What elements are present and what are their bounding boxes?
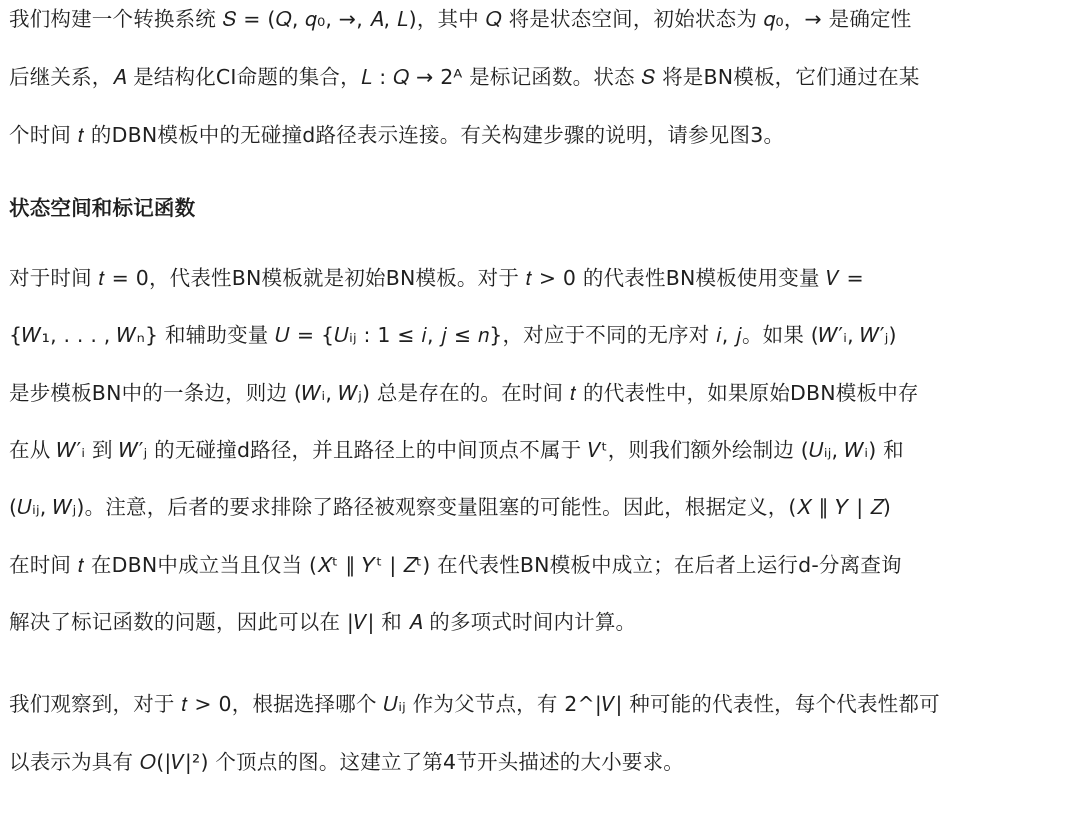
paragraph-2-line-5: (𝑈ᵢⱼ, 𝑊ⱼ)。注意，后者的要求排除了路径被观察变量阻塞的可能性。因此，根据定义，(𝑋 ∥ 𝑌 | 𝑍) bbox=[9, 495, 892, 519]
paragraph-3-line-2: 以表示为具有 𝑂(|𝑉|²) 个顶点的图。这建立了第4节开头描述的大小要求。 bbox=[9, 750, 684, 774]
section-heading: 状态空间和标记函数 bbox=[9, 196, 196, 220]
paragraph-2-line-2: {𝑊₁, . . . , 𝑊ₙ} 和辅助变量 𝑈 = {𝑈ᵢⱼ : 1 ≤ 𝑖, 𝑗 ≤ 𝑛}，对应于不同的无序对 𝑖, 𝑗。如果 (𝑊′ᵢ, 𝑊′ⱼ) bbox=[9, 323, 897, 347]
paragraph-2-line-7: 解决了标记函数的问题，因此可以在 |𝑉| 和 𝐴 的多项式时间内计算。 bbox=[9, 610, 637, 634]
paragraph-2-line-3: 是步模板BN中的一条边，则边 (𝑊ᵢ, 𝑊ⱼ) 总是存在的。在时间 𝑡 的代表性中，如果原始DBN模板中存 bbox=[9, 381, 919, 405]
paragraph-1-line-3: 个时间 𝑡 的DBN模板中的无碰撞d路径表示连接。有关构建步骤的说明，请参见图3。 bbox=[9, 123, 785, 147]
paragraph-2-line-6: 在时间 𝑡 在DBN中成立当且仅当 (𝑋ᵗ ∥ 𝑌ᵗ | 𝑍ᵗ) 在代表性BN模板中成立；在后者上运行d-分离查询 bbox=[9, 553, 902, 577]
paragraph-2-line-1: 对于时间 𝑡 = 0，代表性BN模板就是初始BN模板。对于 𝑡 > 0 的代表性BN模板使用变量 𝑉 = bbox=[9, 266, 864, 290]
paragraph-1-line-2: 后继关系，𝐴 是结构化CI命题的集合，𝐿 : 𝑄 → 2ᴬ 是标记函数。状态 𝑆 将是BN模板，它们通过在某 bbox=[9, 65, 920, 89]
paragraph-2-line-4: 在从 𝑊′ᵢ 到 𝑊′ⱼ 的无碰撞d路径，并且路径上的中间顶点不属于 𝑉ᵗ，则我们额外绘制边 (𝑈ᵢⱼ, 𝑊ᵢ) 和 bbox=[9, 438, 904, 462]
paragraph-3-line-1: 我们观察到，对于 𝑡 > 0，根据选择哪个 𝑈ᵢⱼ 作为父节点，有 2^|𝑉| 种可能的代表性，每个代表性都可 bbox=[9, 692, 940, 716]
paragraph-1-line-1: 我们构建一个转换系统 𝑆 = (𝑄, 𝑞₀, →, 𝐴, 𝐿)，其中 𝑄 将是状态空间，初始状态为 𝑞₀，→ 是确定性 bbox=[9, 7, 912, 31]
